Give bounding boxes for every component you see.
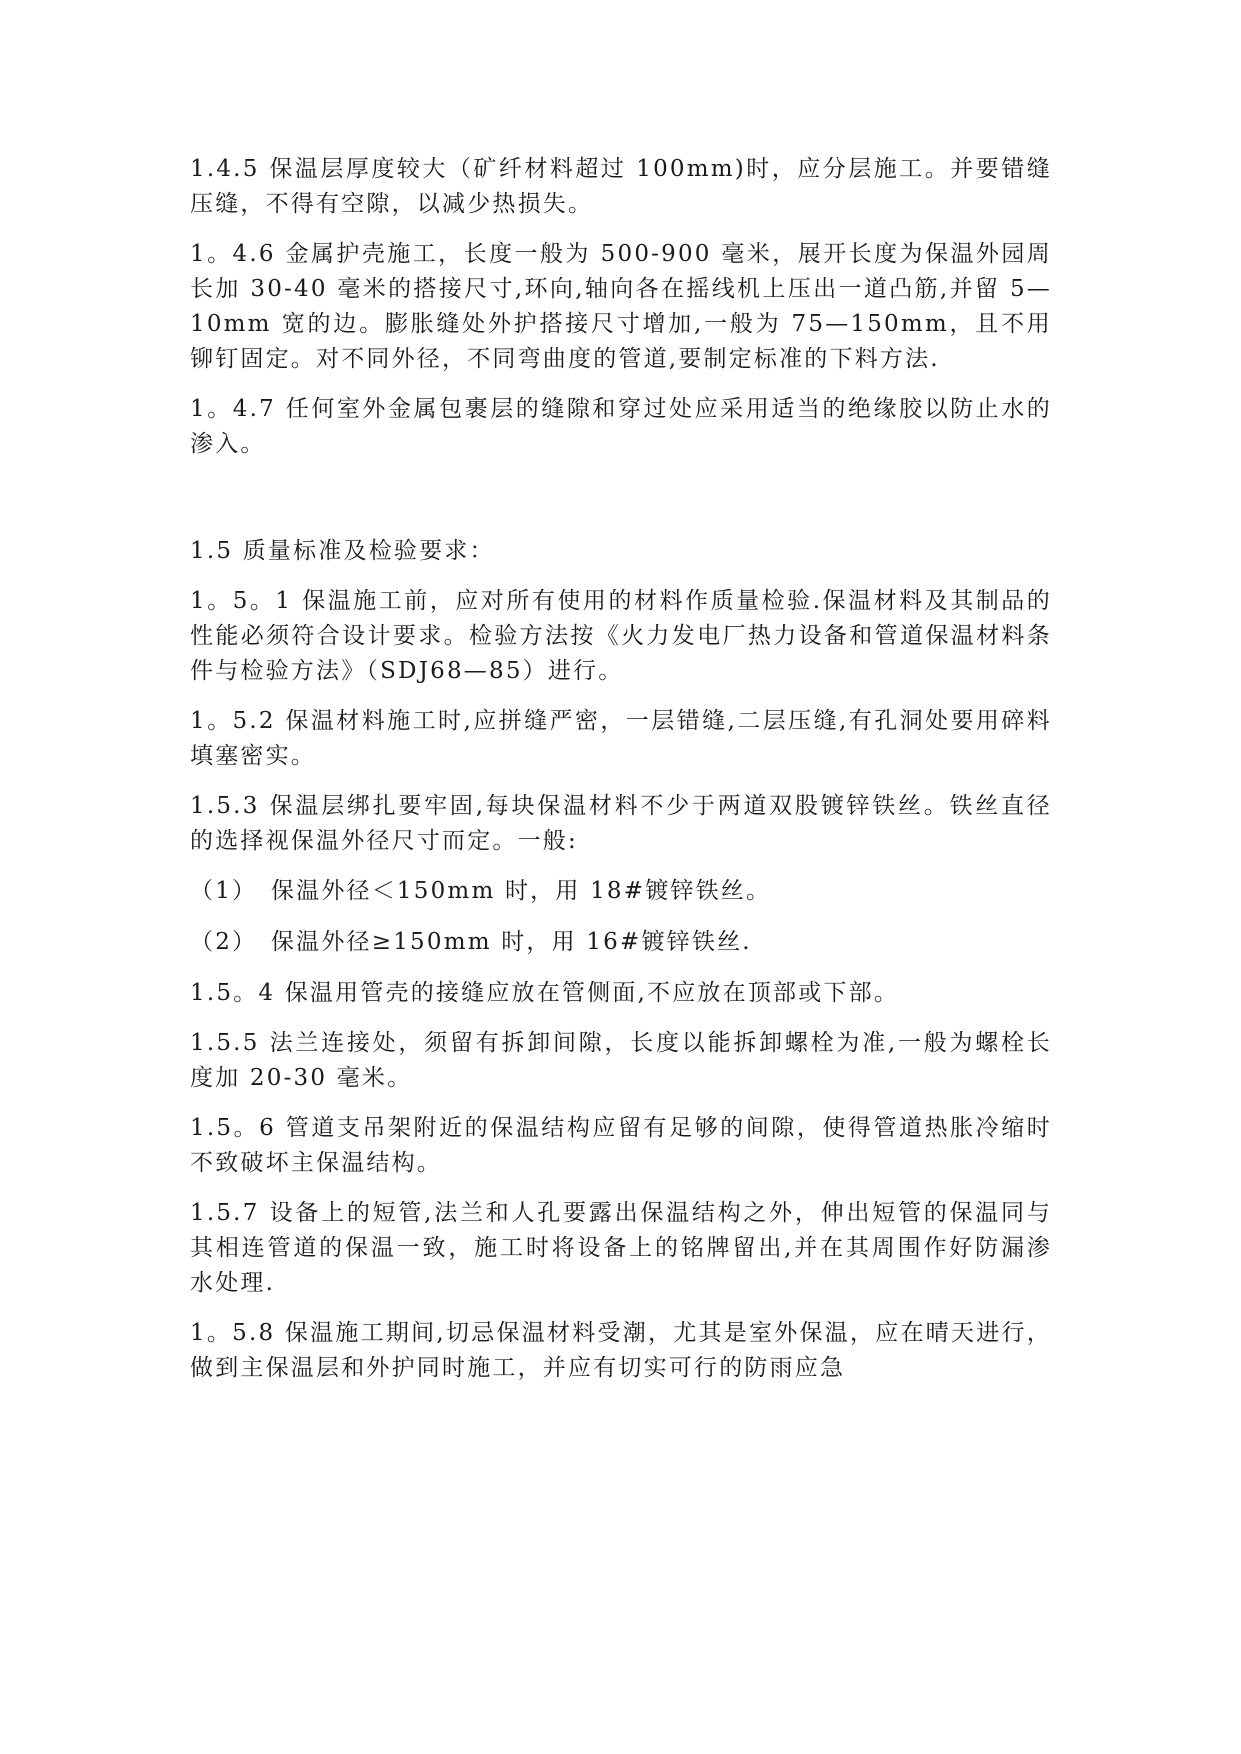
paragraph-1-5-7: 1.5.7 设备上的短管,法兰和人孔要露出保温结构之外，伸出短管的保温同与其相连管道的保温一致，施工时将设备上的铭牌留出,并在其周围作好防漏渗水处理.: [190, 1200, 1052, 1296]
paragraph-1-4-7: 1。4.7 任何室外金属包裹层的缝隙和穿过处应采用适当的绝缘胶以防止水的渗入。: [190, 396, 1052, 457]
document-body: [190, 152, 1052, 1401]
paragraph-1-5-4: 1.5。4 保温用管壳的接缝应放在管侧面,不应放在顶部或下部。: [190, 980, 900, 1006]
paragraph-1-5-1: 1。5。1 保温施工前，应对所有使用的材料作质量检验.保温材料及其制品的性能必须符合设计要求。检验方法按《火力发电厂热力设备和管道保温材料条件与检验方法》（SDJ68—85）进行。: [190, 588, 1052, 684]
paragraph-1-4-5: 1.4.5 保温层厚度较大（矿纤材料超过 100mm)时，应分层施工。并要错缝压缝，不得有空隙，以减少热损失。: [190, 156, 1052, 217]
paragraph-1-5-3: 1.5.3 保温层绑扎要牢固,每块保温材料不少于两道双股镀锌铁丝。铁丝直径的选择视保温外径尺寸而定。一般:: [190, 793, 1052, 854]
paragraph-1-4-6: 1。4.6 金属护壳施工，长度一般为 500-900 毫米，展开长度为保温外园周长加 30-40 毫米的搭接尺寸,环向,轴向各在摇线机上压出一道凸筋,并留 5—10mm 宽的边。膨胀缝处外护搭接尺寸增加,一般为 75—150mm，且不用铆钉固定。对不同外径，不同弯曲度的管道,要制定标准的下料方法.: [190, 241, 1052, 372]
paragraph-1-5-6: 1.5。6 管道支吊架附近的保温结构应留有足够的间隙，使得管道热胀冷缩时不致破坏主保温结构。: [190, 1115, 1052, 1176]
section-heading-1-5: 1.5 质量标准及检验要求：: [190, 538, 495, 564]
paragraph-1-5-2: 1。5.2 保温材料施工时,应拼缝严密，一层错缝,二层压缝,有孔洞处要用碎料填塞密实。: [190, 708, 1052, 769]
list-item-1: （1） 保温外径＜150mm 时，用 18#镀锌铁丝。: [190, 878, 772, 904]
list-item-2: （2） 保温外径≥150mm 时，用 16#镀锌铁丝.: [190, 929, 752, 955]
paragraph-1-5-8: 1。5.8 保温施工期间,切忌保温材料受潮，尤其是室外保温，应在晴天进行，做到主保温层和外护同时施工，并应有切实可行的防雨应急: [190, 1320, 1052, 1381]
paragraph-1-5-5: 1.5.5 法兰连接处，须留有拆卸间隙，长度以能拆卸螺栓为准,一般为螺栓长度加 20-30 毫米。: [190, 1030, 1052, 1091]
